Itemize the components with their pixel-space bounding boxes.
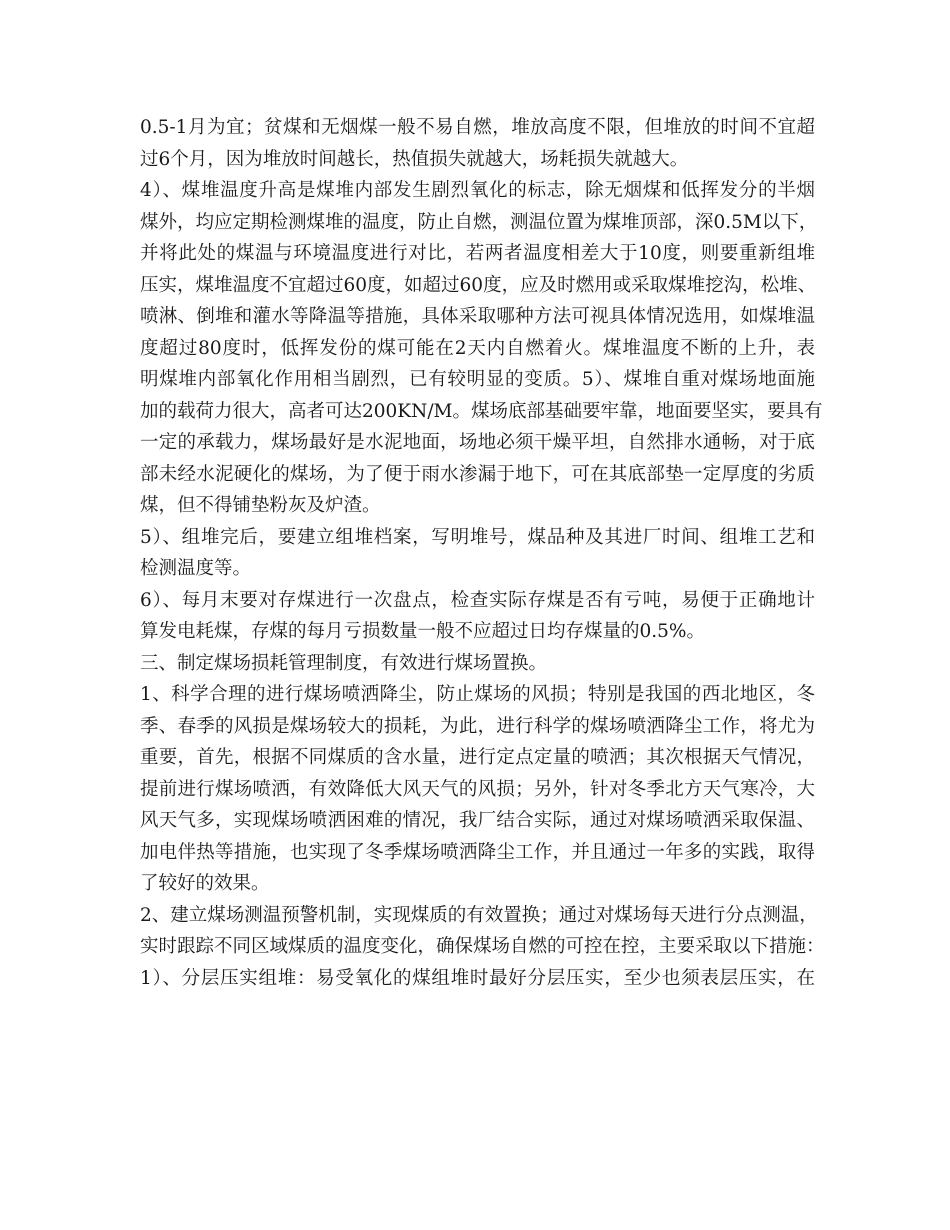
text-line: 部未经水泥硬化的煤场，为了便于雨水渗漏于地下，可在其底部垫一定厚度的劣质 (140, 463, 815, 485)
text-line: 一定的承载力，煤场最好是水泥地面，场地必须干燥平坦，自然排水通畅，对于底 (140, 432, 815, 453)
text-line: 煤，但不得铺垫粉灰及炉渣。 (140, 495, 381, 516)
text-line: 喷淋、倒堆和灌水等降温等措施，具体采取哪种方法可视具体情况选用，如煤堆温 (140, 306, 815, 327)
text-line: 算发电耗煤，存煤的每月亏损数量一般不应超过日均存煤量的0.5%。 (140, 621, 706, 642)
text-line: 了较好的效果。 (140, 873, 270, 894)
text-line: 检测温度等。 (140, 558, 252, 579)
text-line: 明煤堆内部氧化作用相当剧烈，已有较明显的变质。5）、煤堆自重对煤场地面施 (140, 369, 815, 390)
text-line: 0.5-1月为宜；贫煤和无烟煤一般不易自燃，堆放高度不限，但堆放的时间不宜超 (140, 117, 815, 138)
text-line: 季、春季的风损是煤场较大的损耗，为此，进行科学的煤场喷洒降尘工作，将尤为 (140, 715, 815, 737)
text-line: 度超过80度时，低挥发份的煤可能在2天内自燃着火。煤堆温度不断的上升，表 (140, 337, 815, 359)
text-line: 1）、分层压实组堆：易受氧化的煤组堆时最好分层压实，至少也须表层压实，在 (140, 967, 815, 989)
text-line: 加的载荷力很大，高者可达200KN/M。煤场底部基础要牢靠，地面要坚实，要具有 (140, 400, 823, 422)
text-line: 加电伴热等措施，也实现了冬季煤场喷洒降尘工作，并且通过一年多的实践，取得 (140, 841, 815, 863)
text-line: 重要，首先，根据不同煤质的含水量，进行定点定量的喷洒；其次根据天气情况， (140, 747, 815, 768)
text-line: 4）、煤堆温度升高是煤堆内部发生剧烈氧化的标志，除无烟煤和低挥发分的半烟 (140, 180, 815, 201)
text-line: 压实，煤堆温度不宜超过60度，如超过60度，应及时燃用或采取煤堆挖沟，松堆、 (140, 274, 817, 296)
text-line: 并将此处的煤温与环境温度进行对比，若两者温度相差大于10度，则要重新组堆 (140, 243, 815, 264)
text-line: 6）、每月末要对存煤进行一次盘点，检查实际存煤是否有亏吨，易便于正确地计 (140, 589, 815, 611)
text-line: 实时跟踪不同区域煤质的温度变化，确保煤场自燃的可控在控，主要采取以下措施： (140, 936, 825, 957)
text-line: 5）、组堆完后，要建立组堆档案，写明堆号，煤品种及其进厂时间、组堆工艺和 (140, 526, 815, 548)
text-line: 2、建立煤场测温预警机制，实现煤质的有效置换；通过对煤场每天进行分点测温， (140, 904, 818, 926)
text-line: 风天气多，实现煤场喷洒困难的情况，我厂结合实际，通过对煤场喷洒采取保温、 (140, 810, 815, 831)
document-body (140, 112, 825, 994)
text-line: 提前进行煤场喷洒，有效降低大风天气的风损；另外，针对冬季北方天气寒冷，大 (140, 778, 815, 800)
text-line: 过6个月，因为堆放时间越长，热值损失就越大，场耗损失就越大。 (140, 148, 689, 170)
text-line: 三、制定煤场损耗管理制度，有效进行煤场置换。 (140, 652, 548, 674)
text-line: 煤外，均应定期检测煤堆的温度，防止自燃，测温位置为煤堆顶部，深0.5M以下， (140, 211, 818, 233)
text-line: 1、科学合理的进行煤场喷洒降尘，防止煤场的风损；特别是我国的西北地区，冬 (140, 684, 815, 705)
